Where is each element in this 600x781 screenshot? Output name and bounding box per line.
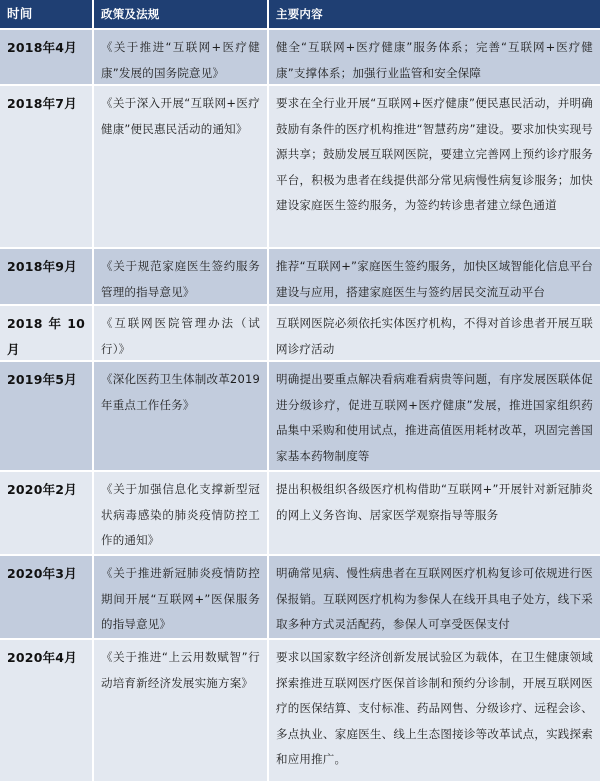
row-content: 明确提出要重点解决看病难看病贵等问题，有序发展医联体促进分级诊疗，促进互联网+医疗健康”发展，推进国家组织药品集中采购和使用试点，推进高值医用耗材改革，巩固完善国家基本药物制度等	[269, 362, 600, 470]
header-policy: 政策及法规	[94, 0, 269, 28]
row-policy: 《关于推进新冠肺炎疫情防控期间开展“互联网+”医保服务的指导意见》	[94, 556, 269, 638]
table-row	[0, 472, 600, 554]
row-content: 明确常见病、慢性病患者在互联网医疗机构复诊可依规进行医保报销。互联网医疗机构为参保人在线开具电子处方，线下采取多种方式灵活配药，参保人可享受医保支付	[269, 556, 600, 638]
row-policy: 《关于加强信息化支撑新型冠状病毒感染的肺炎疫情防控工作的通知》	[94, 472, 269, 554]
table-row	[0, 86, 600, 247]
row-time: 2020年2月	[0, 472, 94, 554]
row-time: 2018年10月	[0, 306, 94, 360]
row-policy: 《关于推进“互联网+医疗健康”发展的国务院意见》	[94, 30, 269, 84]
table-row	[0, 362, 600, 470]
row-policy: 《关于规范家庭医生签约服务管理的指导意见》	[94, 249, 269, 304]
table-row	[0, 306, 600, 360]
row-content: 互联网医院必须依托实体医疗机构，不得对首诊患者开展互联网诊疗活动	[269, 306, 600, 360]
row-policy: 《关于推进“上云用数赋智”行动培育新经济发展实施方案》	[94, 640, 269, 781]
row-policy: 《互联网医院管理办法（试行）》	[94, 306, 269, 360]
table-row	[0, 30, 600, 84]
row-time: 2018年7月	[0, 86, 94, 247]
row-content: 健全“互联网+医疗健康”服务体系；完善“互联网+医疗健康”支撑体系；加强行业监管和安全保障	[269, 30, 600, 84]
row-content: 要求在全行业开展“互联网+医疗健康”便民惠民活动，并明确鼓励有条件的医疗机构推进“智慧药房”建设。要求加快实现号源共享；鼓励发展互联网医院，要建立完善网上预约诊疗服务平台，积极为患者在线提供部分常见病慢性病复诊服务；加快建设家庭医生签约服务，为签约转诊患者建立绿色通道	[269, 86, 600, 247]
row-content: 要求以国家数字经济创新发展试验区为载体，在卫生健康领域探索推进互联网医疗医保首诊制和预约分诊制，开展互联网医疗的医保结算、支付标准、药品网售、分级诊疗、远程会诊、多点执业、家庭医生、线上生态图接诊等改革试点，实践探索和应用推广。	[269, 640, 600, 781]
table-row	[0, 556, 600, 638]
row-time: 2020年3月	[0, 556, 94, 638]
row-policy: 《深化医药卫生体制改革2019年重点工作任务》	[94, 362, 269, 470]
row-content: 推荐“互联网+”家庭医生签约服务，加快区域智能化信息平台建设与应用，搭建家庭医生与签约居民交流互动平台	[269, 249, 600, 304]
table-row	[0, 249, 600, 304]
row-time: 2020年4月	[0, 640, 94, 781]
row-content: 提出积极组织各级医疗机构借助“互联网+”开展针对新冠肺炎的网上义务咨询、居家医学观察指导等服务	[269, 472, 600, 554]
header-time: 时间	[0, 0, 94, 28]
table-header	[0, 0, 600, 28]
row-time: 2018年4月	[0, 30, 94, 84]
row-policy: 《关于深入开展“互联网+医疗健康”便民惠民活动的通知》	[94, 86, 269, 247]
header-content: 主要内容	[269, 0, 600, 28]
row-time: 2019年5月	[0, 362, 94, 470]
table-row	[0, 640, 600, 781]
row-time: 2018年9月	[0, 249, 94, 304]
